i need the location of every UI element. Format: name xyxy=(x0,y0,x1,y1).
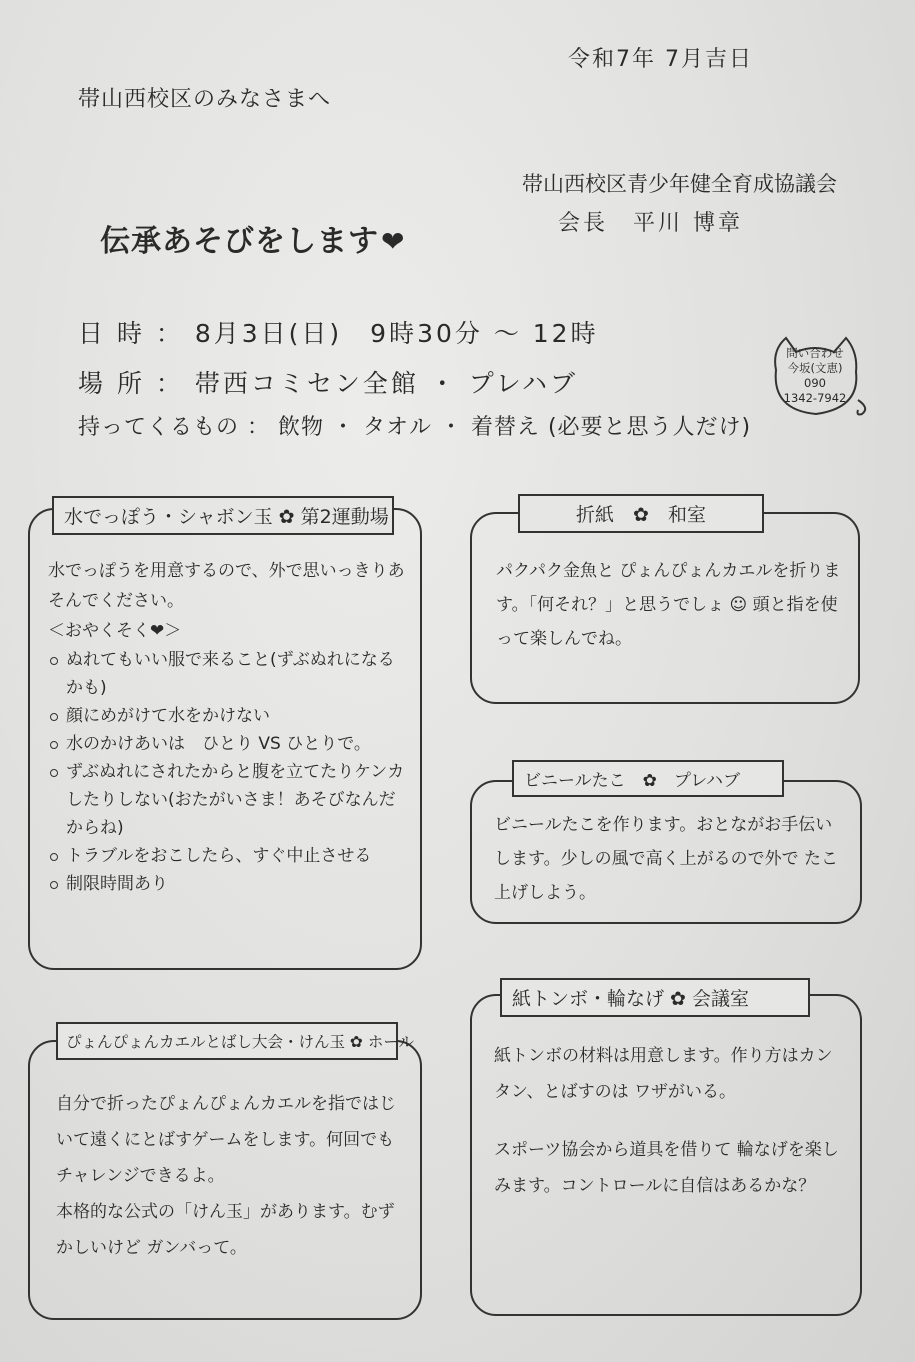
page-title xyxy=(100,216,405,260)
section-frog-body xyxy=(56,1086,404,1266)
contact-line-1: 問い合わせ xyxy=(786,346,844,360)
list-item: トラブルをおこしたら、すぐ中止させる xyxy=(48,842,410,870)
contact-line-3: 090 xyxy=(804,376,826,390)
contact-text xyxy=(770,346,860,406)
section-dragonfly-body xyxy=(494,1038,844,1204)
event-bring: 持ってくるもの ： 飲物 ・ タオル ・ 着替え (必要と思う人だけ) xyxy=(78,415,752,440)
contact-cat-badge xyxy=(762,330,868,422)
list-item: ぬれてもいい服で来ること(ずぶぬれになるかも) xyxy=(48,646,410,702)
water-rules-list xyxy=(48,646,410,898)
section-origami-body: パクパク金魚と ぴょんぴょんカエルを折ります。「何それ？」と思うでしょ ☺ 頭と指を使って楽しんでね。 xyxy=(496,561,841,649)
issue-date: 令和7年 7月吉日 xyxy=(568,47,753,72)
frog-text-2: 本格的な公式の「けん玉」があります。むずかしいけど ガンバって。 xyxy=(56,1202,395,1258)
organizer-chair: 会長 平川 博章 xyxy=(558,211,743,236)
contact-line-4: 1342-7942 xyxy=(783,391,847,405)
organizer-name: 帯山西校区青少年健全育成協議会 xyxy=(522,172,837,196)
list-item: 制限時間あり xyxy=(48,870,410,898)
section-dragonfly-title: 紙トンボ・輪なげ ✿ 会議室 xyxy=(500,978,810,1017)
section-water-title: 水でっぽう・シャボン玉 ✿ 第2運動場 xyxy=(52,496,394,535)
event-datetime: 日 時 ： 8月3日(日) 9時30分 ～ 12時 xyxy=(78,319,599,348)
dragonfly-text-2: スポーツ協会から道具を借りて 輪なげを楽しみます。コントロールに自信はあるかな？ xyxy=(494,1140,839,1196)
section-origami-title: 折紙 ✿ 和室 xyxy=(518,494,764,533)
list-item: 水のかけあいは ひとり VS ひとりで。 xyxy=(48,730,410,758)
addressee: 帯山西校区のみなさまへ xyxy=(78,87,332,112)
event-place: 場 所 ： 帯西コミセン全館 ・ プレハブ xyxy=(78,369,578,398)
list-item: 顔にめがけて水をかけない xyxy=(48,702,410,730)
frog-text-1: 自分で折ったぴょんぴょんカエルを指ではじいて遠くにとばすゲームをします。何回でもチャレンジできるよ。 xyxy=(56,1094,396,1186)
water-intro: 水でっぽうを用意するので、外で思いっきりあそんでください。 xyxy=(48,561,405,611)
water-rules-heading: ＜おやくそく❤＞ xyxy=(48,621,182,641)
section-water-body xyxy=(48,556,410,898)
section-frog-title: ぴょんぴょんカエルとばし大会・けん玉 ✿ ホール xyxy=(56,1022,398,1060)
list-item: ずぶぬれにされたからと腹を立てたりケンカしたりしない(おたがいさま！あそびなんだからね) xyxy=(48,758,410,842)
section-kite-body: ビニールたこを作ります。おとながお手伝いします。少しの風で高く上がるので外で たこ上げしよう。 xyxy=(494,815,839,903)
heart-icon: ❤ xyxy=(381,225,406,258)
dragonfly-text-1: 紙トンボの材料は用意します。作り方はカンタン、とばすのは ワザがいる。 xyxy=(494,1046,833,1102)
contact-line-2: 今坂(文恵) xyxy=(787,361,843,375)
title-text: 伝承あそびをします xyxy=(100,224,379,259)
section-kite-title: ビニールたこ ✿ プレハブ xyxy=(512,760,784,797)
